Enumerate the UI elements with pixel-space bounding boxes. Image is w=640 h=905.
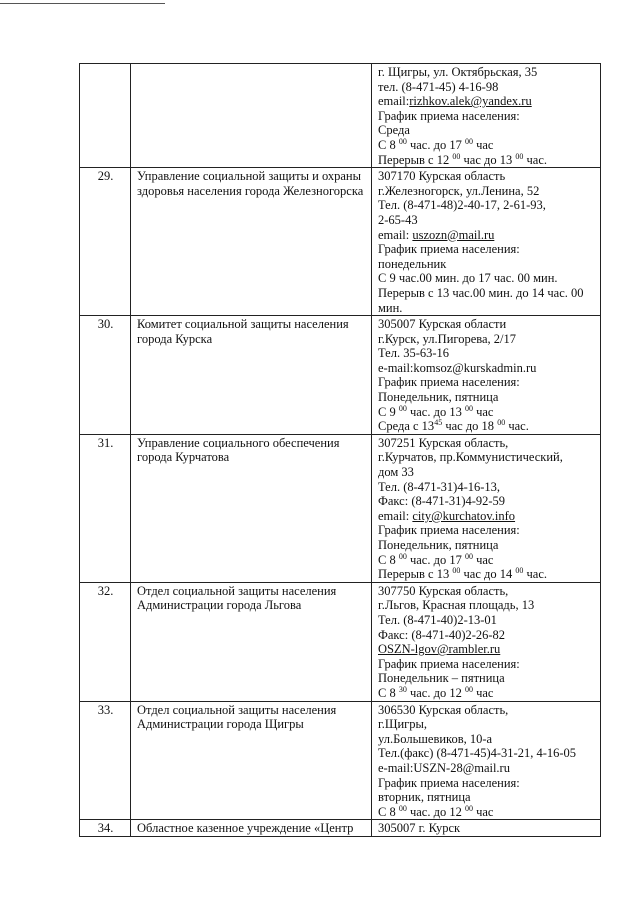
agency-contacts xyxy=(372,820,601,837)
contact-line xyxy=(378,169,595,184)
table-row xyxy=(80,820,601,837)
contact-line xyxy=(378,332,595,347)
contact-line xyxy=(378,642,595,657)
superscript: 00 xyxy=(452,151,461,161)
contact-line xyxy=(378,184,595,199)
text-run: Тел.(факс) (8-471-45)4-31-21, 4-16-05 xyxy=(378,746,577,761)
text-run: ул.Большевиков, 10-а xyxy=(378,731,493,746)
superscript: 00 xyxy=(398,403,407,413)
row-number: 30. xyxy=(80,316,131,435)
text-run: г.Курск, ул.Пигорева, 2/17 xyxy=(378,331,517,346)
email-link[interactable]: uszozn@mail.ru xyxy=(412,227,495,242)
text-run: мин. xyxy=(378,300,403,315)
table-row xyxy=(80,434,601,582)
text-run: час. xyxy=(523,567,547,582)
text-run: Факс: (8-471-40)2-26-82 xyxy=(378,627,506,642)
text-run: тел. (8-471-45) 4-16-98 xyxy=(378,79,499,94)
text-run: час. до 17 xyxy=(406,137,465,152)
agency-contacts xyxy=(372,434,601,582)
agency-name: Комитет социальной защиты населения города Курска xyxy=(131,316,372,435)
text-run: Тел. (8-471-40)2-13-01 xyxy=(378,612,497,627)
agency-contacts xyxy=(372,582,601,701)
text-run: email: xyxy=(378,508,413,523)
superscript: 00 xyxy=(464,803,473,813)
text-run: e-mail:komsoz@kurskadmin.ru xyxy=(378,360,537,375)
text-run: С 9 xyxy=(378,404,399,419)
text-run: г.Курчатов, пр.Коммунистический, xyxy=(378,450,563,465)
agencies-table xyxy=(79,63,601,837)
email-link[interactable]: OSZN-lgov@rambler.ru xyxy=(378,642,501,657)
text-run: 2-65-43 xyxy=(378,212,418,227)
contact-line xyxy=(378,805,595,820)
contact-line xyxy=(378,242,595,257)
table-row xyxy=(80,64,601,168)
contact-line xyxy=(378,480,595,495)
superscript: 00 xyxy=(464,403,473,413)
superscript: 00 xyxy=(515,151,524,161)
contact-line xyxy=(378,790,595,805)
contact-line xyxy=(378,123,595,138)
contact-line xyxy=(378,361,595,376)
text-run: час до 14 xyxy=(460,567,516,582)
contact-line xyxy=(378,465,595,480)
email-link[interactable]: rizhkov.alek@yandex.ru xyxy=(409,94,532,109)
row-number xyxy=(80,64,131,168)
contact-line xyxy=(378,346,595,361)
text-run: Понедельник, пятница xyxy=(378,390,499,405)
contact-line xyxy=(378,317,595,332)
text-run: час xyxy=(472,137,494,152)
contact-line xyxy=(378,301,595,316)
superscript: 00 xyxy=(464,136,473,146)
text-run: вторник, пятница xyxy=(378,790,471,805)
contact-line xyxy=(378,286,595,301)
text-run: час xyxy=(472,804,494,819)
text-run: С 8 xyxy=(378,804,399,819)
contact-line xyxy=(378,538,595,553)
text-run: час до 13 xyxy=(460,152,516,167)
contact-line xyxy=(378,153,595,168)
text-run: С 9 час.00 мин. до 17 час. 00 мин. xyxy=(378,271,558,286)
agency-name: Отдел социальной защиты населения Администрации города Щигры xyxy=(131,701,372,820)
text-run: 305007 г. Курск xyxy=(378,821,461,836)
contact-line xyxy=(378,405,595,420)
text-run: График приема населения: xyxy=(378,375,520,390)
text-run: Понедельник, пятница xyxy=(378,538,499,552)
text-run: Факс: (8-471-31)4-92-59 xyxy=(378,494,506,509)
contact-line xyxy=(378,109,595,124)
contact-line xyxy=(378,776,595,791)
text-run: час. xyxy=(505,419,529,434)
text-run: Перерыв с 13 час.00 мин. до 14 час. 00 xyxy=(378,285,584,300)
contact-line xyxy=(378,450,595,465)
text-run: 307170 Курская область xyxy=(378,169,506,184)
contact-line xyxy=(378,553,595,568)
contact-line xyxy=(378,613,595,628)
contact-line xyxy=(378,494,595,509)
text-run: час. до 17 xyxy=(406,552,465,567)
contact-line xyxy=(378,94,595,109)
superscript: 00 xyxy=(497,418,506,428)
text-run: 305007 Курская области xyxy=(378,317,507,332)
agency-contacts xyxy=(372,316,601,435)
contact-line xyxy=(378,390,595,405)
text-run: час xyxy=(472,552,494,567)
text-run: Среда xyxy=(378,123,410,138)
text-run: График приема населения: xyxy=(378,108,520,123)
text-run: г.Щигры, xyxy=(378,717,428,732)
agency-name xyxy=(131,64,372,168)
superscript: 00 xyxy=(515,566,524,576)
superscript: 00 xyxy=(464,684,473,694)
contact-line xyxy=(378,80,595,95)
contact-line xyxy=(378,65,595,80)
superscript: 00 xyxy=(398,136,407,146)
contact-line xyxy=(378,567,595,582)
text-run: График приема населения: xyxy=(378,523,520,538)
table-row xyxy=(80,168,601,316)
contact-line xyxy=(378,657,595,672)
agency-name: Отдел социальной защиты населения Администрации города Льгова xyxy=(131,582,372,701)
agencies-table-body xyxy=(80,64,601,837)
superscript: 30 xyxy=(398,684,407,694)
contact-line xyxy=(378,138,595,153)
table-row xyxy=(80,316,601,435)
text-run: час до 18 xyxy=(442,419,498,434)
contact-line xyxy=(378,509,595,524)
text-run: час. до 12 xyxy=(406,685,465,700)
text-run: г. Щигры, ул. Октябрьская, 35 xyxy=(378,65,538,79)
text-run: Среда с 13 xyxy=(378,419,435,434)
text-run: Перерыв с 12 xyxy=(378,152,453,167)
text-run: Перерыв с 13 xyxy=(378,567,453,582)
text-run: г.Льгов, Красная площадь, 13 xyxy=(378,598,535,613)
text-run: 307750 Курская область, xyxy=(378,583,509,598)
contact-line xyxy=(378,717,595,732)
contact-line xyxy=(378,198,595,213)
contact-line xyxy=(378,523,595,538)
contact-line xyxy=(378,671,595,686)
text-run: e-mail:USZN-28@mail.ru xyxy=(378,760,510,775)
superscript: 00 xyxy=(452,566,461,576)
row-number: 29. xyxy=(80,168,131,316)
text-run: С 8 xyxy=(378,137,399,152)
contact-line xyxy=(378,271,595,286)
text-run: час xyxy=(472,404,494,419)
contact-line xyxy=(378,732,595,747)
text-run: г.Железногорск, ул.Ленина, 52 xyxy=(378,183,540,198)
contact-line xyxy=(378,821,595,836)
agency-contacts xyxy=(372,64,601,168)
agency-contacts xyxy=(372,701,601,820)
contact-line xyxy=(378,703,595,718)
text-run: 307251 Курская область, xyxy=(378,435,509,450)
email-link[interactable]: city@kurchatov.info xyxy=(412,508,516,523)
agency-name: Областное казенное учреждение «Центр xyxy=(131,820,372,837)
text-run: График приема населения: xyxy=(378,775,520,790)
table-row xyxy=(80,701,601,820)
contact-line xyxy=(378,584,595,599)
text-run: График приема населения: xyxy=(378,656,520,671)
text-run: Тел. (8-471-48)2-40-17, 2-61-93, xyxy=(378,198,546,213)
text-run: час xyxy=(472,685,494,700)
superscript: 00 xyxy=(398,803,407,813)
contact-line xyxy=(378,213,595,228)
contact-line xyxy=(378,746,595,761)
agency-name: Управление социальной защиты и охраны здоровья населения города Железногорска xyxy=(131,168,372,316)
row-number: 33. xyxy=(80,701,131,820)
contact-line xyxy=(378,228,595,243)
row-number: 31. xyxy=(80,434,131,582)
text-run: час. до 12 xyxy=(406,804,465,819)
text-run: С 8 xyxy=(378,685,399,700)
contact-line xyxy=(378,628,595,643)
contact-line xyxy=(378,598,595,613)
text-run: час. xyxy=(523,152,547,167)
superscript: 00 xyxy=(398,551,407,561)
contact-line xyxy=(378,257,595,272)
text-run: понедельник xyxy=(378,256,447,271)
text-run: График приема населения: xyxy=(378,242,520,257)
contact-line xyxy=(378,436,595,451)
agency-name: Управление социального обеспечения города Курчатова xyxy=(131,434,372,582)
contact-line xyxy=(378,761,595,776)
text-run: email: xyxy=(378,94,410,109)
row-number: 34. xyxy=(80,820,131,837)
text-run: 306530 Курская область, xyxy=(378,702,509,717)
agency-contacts xyxy=(372,168,601,316)
text-run: С 8 xyxy=(378,552,399,567)
table-row xyxy=(80,582,601,701)
text-run: email: xyxy=(378,227,413,242)
text-run: Понедельник – пятница xyxy=(378,671,505,686)
text-run: час. до 13 xyxy=(406,404,465,419)
text-run: дом 33 xyxy=(378,465,414,480)
contact-line xyxy=(378,375,595,390)
top-rule xyxy=(0,3,165,4)
text-run: Тел. 35-63-16 xyxy=(378,346,450,361)
superscript: 00 xyxy=(464,551,473,561)
superscript: 45 xyxy=(434,418,443,428)
contact-line xyxy=(378,419,595,434)
row-number: 32. xyxy=(80,582,131,701)
contact-line xyxy=(378,686,595,701)
text-run: Тел. (8-471-31)4-16-13, xyxy=(378,479,501,494)
